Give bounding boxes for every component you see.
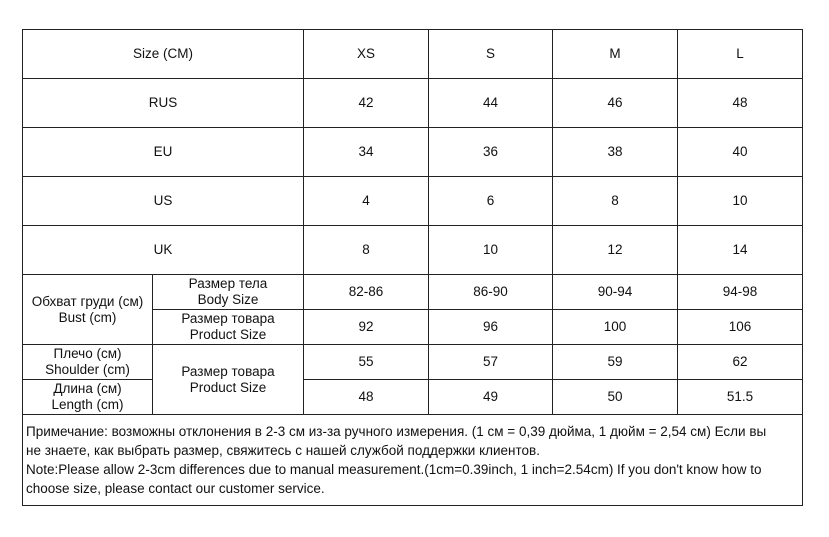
- table-row-length: [23, 380, 803, 415]
- sub-label-product-size-merged: [153, 345, 304, 415]
- header-size-m: M: [553, 30, 678, 79]
- note-ru-line-1: Примечание: возможны отклонения в 2-3 см из-за ручного измерения. (1 см = 0,39 дюйма, 1 дюйм = 2,54 см) Если вы: [26, 424, 767, 439]
- note-row: [23, 415, 803, 506]
- cell-bust-body-s: 86-90: [429, 275, 553, 310]
- table-row-uk: [23, 226, 803, 275]
- cell-shoulder-l: 62: [678, 345, 803, 380]
- cell-length-l: 51.5: [678, 380, 803, 415]
- cell-rus-l: 48: [678, 79, 803, 128]
- product-size-label-ru: Размер товара: [181, 311, 275, 326]
- body-size-label-en: Body Size: [197, 292, 259, 307]
- cell-bust-body-xs: 82-86: [304, 275, 429, 310]
- cell-rus-xs: 42: [304, 79, 429, 128]
- row-label-uk: UK: [23, 226, 304, 275]
- cell-shoulder-s: 57: [429, 345, 553, 380]
- product-size-label-en: Product Size: [189, 327, 267, 342]
- table-row-eu: [23, 128, 803, 177]
- cell-bust-product-s: 96: [429, 310, 553, 345]
- cell-bust-product-l: 106: [678, 310, 803, 345]
- note-ru-line-2: не знаете, как выбрать размер, свяжитесь с нашей службой поддержки клиентов.: [26, 443, 540, 458]
- cell-bust-product-xs: 92: [304, 310, 429, 345]
- row-label-us: US: [23, 177, 304, 226]
- cell-us-s: 6: [429, 177, 553, 226]
- cell-bust-product-m: 100: [553, 310, 678, 345]
- length-label-en: Length (cm): [51, 397, 124, 412]
- cell-length-s: 49: [429, 380, 553, 415]
- length-label-ru: Длина (см): [53, 381, 122, 396]
- product-size-merged-label-ru: Размер товара: [181, 363, 275, 379]
- cell-uk-l: 14: [678, 226, 803, 275]
- row-label-rus: RUS: [23, 79, 304, 128]
- header-size-xs: XS: [304, 30, 429, 79]
- cell-shoulder-xs: 55: [304, 345, 429, 380]
- size-chart-table: [22, 29, 803, 506]
- cell-length-m: 50: [553, 380, 678, 415]
- row-label-length: [23, 380, 153, 415]
- note-en-line-1: Note:Please allow 2-3cm differences due to manual measurement.(1cm=0.39inch, 1 inch=2.54cm) If you don't know how to: [26, 462, 762, 477]
- table-row-us: [23, 177, 803, 226]
- table-row-rus: [23, 79, 803, 128]
- shoulder-label-ru: Плечо (см): [53, 346, 122, 361]
- cell-rus-s: 44: [429, 79, 553, 128]
- row-label-bust: [23, 275, 153, 345]
- sub-label-product-size: [153, 310, 304, 345]
- note-en-line-2: choose size, please contact our customer service.: [26, 481, 325, 496]
- product-size-merged-label-en: Product Size: [189, 379, 267, 395]
- cell-length-xs: 48: [304, 380, 429, 415]
- cell-us-m: 8: [553, 177, 678, 226]
- cell-bust-body-l: 94-98: [678, 275, 803, 310]
- header-size-cm: Size (CM): [23, 30, 304, 79]
- cell-bust-body-m: 90-94: [553, 275, 678, 310]
- row-label-eu: EU: [23, 128, 304, 177]
- shoulder-label-en: Shoulder (cm): [45, 362, 130, 377]
- cell-uk-s: 10: [429, 226, 553, 275]
- cell-shoulder-m: 59: [553, 345, 678, 380]
- row-label-shoulder: [23, 345, 153, 380]
- cell-rus-m: 46: [553, 79, 678, 128]
- sub-label-body-size: [153, 275, 304, 310]
- header-size-l: L: [678, 30, 803, 79]
- bust-label-en: Bust (cm): [58, 309, 117, 325]
- cell-uk-m: 12: [553, 226, 678, 275]
- table-row-shoulder: [23, 345, 803, 380]
- table-row-bust-body: [23, 275, 803, 310]
- cell-eu-l: 40: [678, 128, 803, 177]
- cell-uk-xs: 8: [304, 226, 429, 275]
- header-row: [23, 30, 803, 79]
- header-size-s: S: [429, 30, 553, 79]
- body-size-label-ru: Размер тела: [188, 276, 268, 291]
- cell-us-l: 10: [678, 177, 803, 226]
- cell-eu-xs: 34: [304, 128, 429, 177]
- cell-eu-s: 36: [429, 128, 553, 177]
- bust-label-ru: Обхват груди (см): [31, 293, 144, 309]
- cell-eu-m: 38: [553, 128, 678, 177]
- note-cell: [23, 415, 803, 506]
- cell-us-xs: 4: [304, 177, 429, 226]
